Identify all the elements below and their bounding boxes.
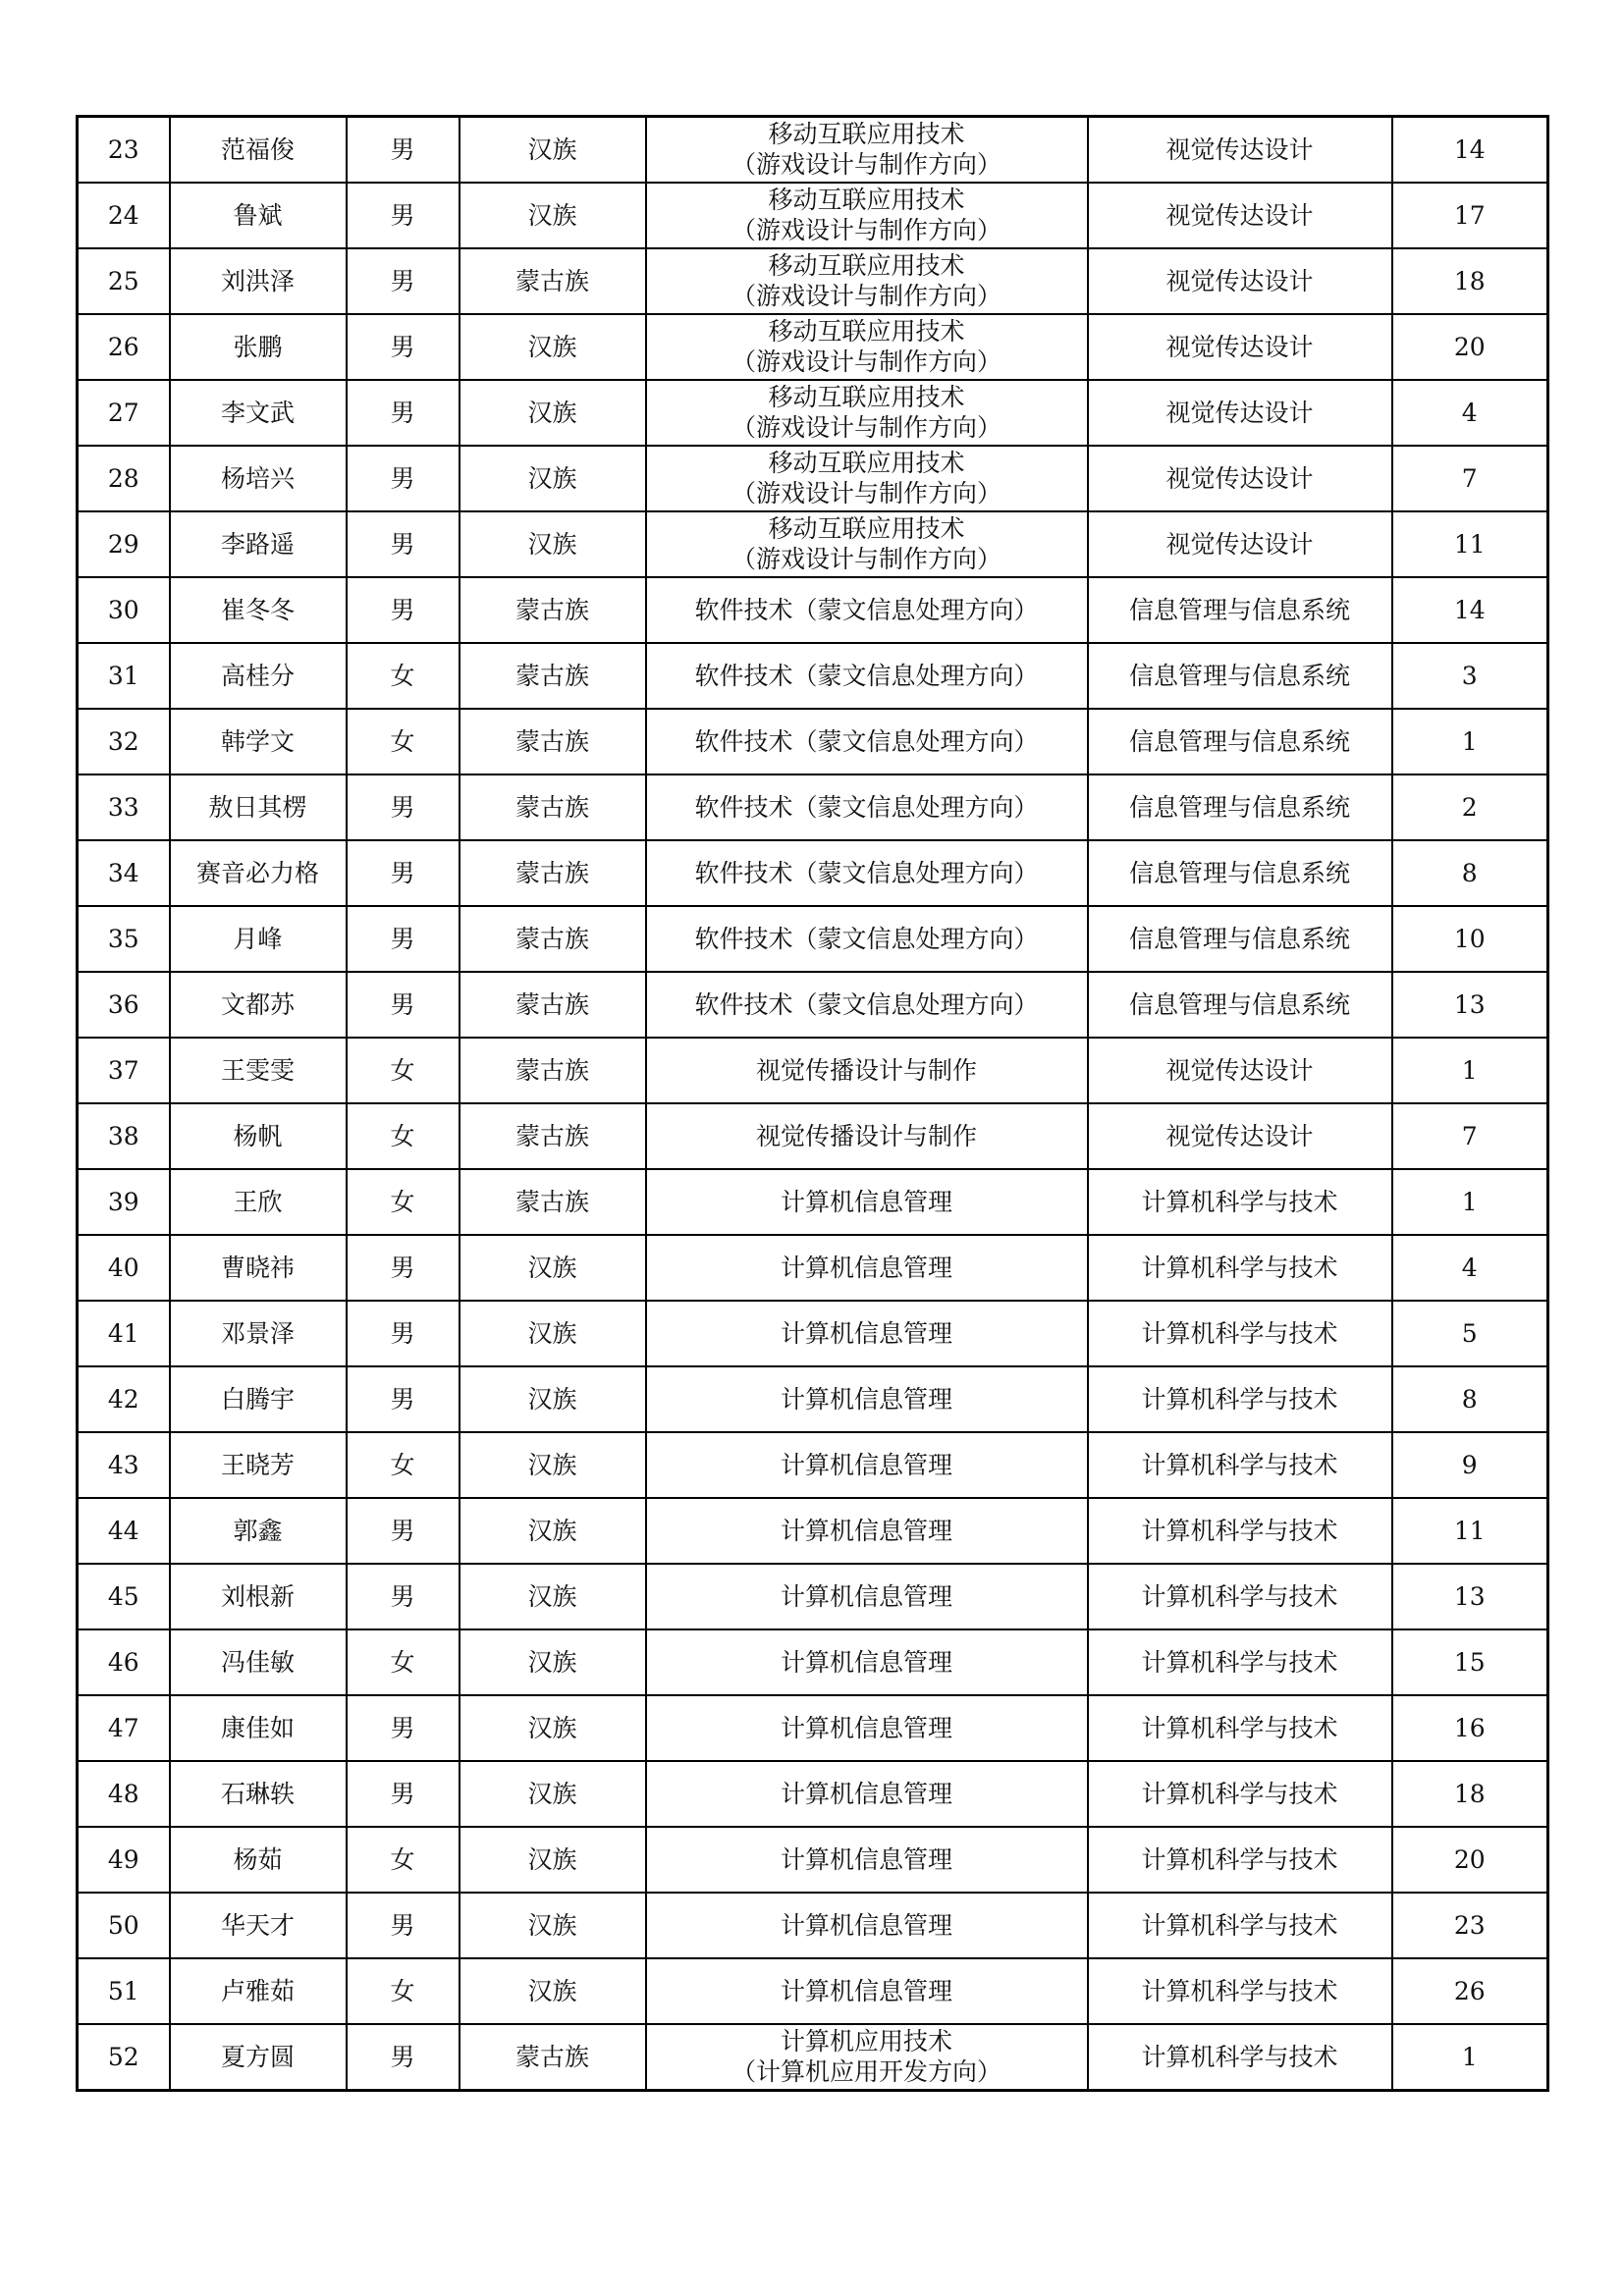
gender-cell: 男 (347, 972, 460, 1038)
row-number-cell: 37 (78, 1038, 170, 1103)
target-major-cell: 信息管理与信息系统 (1088, 972, 1392, 1038)
row-number-cell: 45 (78, 1564, 170, 1629)
ethnicity-cell: 汉族 (460, 1958, 646, 2024)
target-major-cell: 计算机科学与技术 (1088, 1827, 1392, 1893)
student-name-cell: 杨茹 (170, 1827, 347, 1893)
target-major-cell: 视觉传达设计 (1088, 314, 1392, 380)
ethnicity-cell: 汉族 (460, 1629, 646, 1695)
major-name: 软件技术（蒙文信息处理方向） (694, 858, 1039, 887)
current-major-cell (646, 1893, 1088, 1958)
ethnicity-cell: 蒙古族 (460, 2024, 646, 2091)
student-name-cell: 杨培兴 (170, 446, 347, 511)
major-name: 计算机信息管理 (780, 1647, 952, 1677)
table-row (78, 906, 1548, 972)
student-name-cell: 月峰 (170, 906, 347, 972)
major-name: 视觉传播设计与制作 (755, 1121, 977, 1150)
gender-cell: 男 (347, 577, 460, 643)
rank-cell: 4 (1392, 1235, 1548, 1301)
rank-cell: 14 (1392, 577, 1548, 643)
table-row (78, 1827, 1548, 1893)
rank-cell: 7 (1392, 446, 1548, 511)
row-number-cell: 27 (78, 380, 170, 446)
gender-cell: 女 (347, 1629, 460, 1695)
target-major-cell: 信息管理与信息系统 (1088, 643, 1392, 709)
rank-cell: 15 (1392, 1629, 1548, 1695)
rank-cell: 9 (1392, 1432, 1548, 1498)
student-name-cell: 范福俊 (170, 117, 347, 184)
current-major-cell (646, 380, 1088, 446)
major-direction: （游戏设计与制作方向） (731, 413, 1001, 442)
rank-cell: 1 (1392, 1169, 1548, 1235)
row-number-cell: 47 (78, 1695, 170, 1761)
major-direction: （游戏设计与制作方向） (731, 282, 1001, 310)
row-number-cell: 44 (78, 1498, 170, 1564)
table-row (78, 709, 1548, 774)
major-name: 移动互联应用技术 (768, 120, 965, 148)
target-major-cell: 计算机科学与技术 (1088, 1432, 1392, 1498)
student-name-cell: 曹晓祎 (170, 1235, 347, 1301)
student-name-cell: 王欣 (170, 1169, 347, 1235)
ethnicity-cell: 汉族 (460, 1695, 646, 1761)
table-row (78, 1038, 1548, 1103)
ethnicity-cell: 汉族 (460, 511, 646, 577)
rank-cell: 5 (1392, 1301, 1548, 1366)
table-row (78, 380, 1548, 446)
target-major-cell: 视觉传达设计 (1088, 183, 1392, 248)
table-row (78, 1695, 1548, 1761)
row-number-cell: 33 (78, 774, 170, 840)
student-name-cell: 文都苏 (170, 972, 347, 1038)
target-major-cell: 计算机科学与技术 (1088, 1629, 1392, 1695)
gender-cell: 男 (347, 1366, 460, 1432)
row-number-cell: 38 (78, 1103, 170, 1169)
table-row (78, 1958, 1548, 2024)
rank-cell: 13 (1392, 1564, 1548, 1629)
major-name: 计算机信息管理 (780, 1516, 952, 1545)
student-name-cell: 夏方圆 (170, 2024, 347, 2091)
rank-cell: 16 (1392, 1695, 1548, 1761)
target-major-cell: 计算机科学与技术 (1088, 1498, 1392, 1564)
table-row (78, 1235, 1548, 1301)
major-name: 移动互联应用技术 (768, 317, 965, 346)
rank-cell: 20 (1392, 1827, 1548, 1893)
current-major-cell (646, 1103, 1088, 1169)
major-name: 计算机应用技术 (780, 2027, 952, 2056)
student-name-cell: 石琳轶 (170, 1761, 347, 1827)
row-number-cell: 35 (78, 906, 170, 972)
ethnicity-cell: 汉族 (460, 380, 646, 446)
gender-cell: 女 (347, 1103, 460, 1169)
student-roster-table (76, 115, 1549, 2092)
current-major-cell (646, 840, 1088, 906)
target-major-cell: 计算机科学与技术 (1088, 1169, 1392, 1235)
rank-cell: 2 (1392, 774, 1548, 840)
rank-cell: 3 (1392, 643, 1548, 709)
current-major-cell (646, 248, 1088, 314)
gender-cell: 男 (347, 1761, 460, 1827)
major-name: 计算机信息管理 (780, 1384, 952, 1414)
gender-cell: 男 (347, 1235, 460, 1301)
row-number-cell: 41 (78, 1301, 170, 1366)
major-name: 软件技术（蒙文信息处理方向） (694, 595, 1039, 624)
target-major-cell: 计算机科学与技术 (1088, 1695, 1392, 1761)
row-number-cell: 25 (78, 248, 170, 314)
student-name-cell: 康佳如 (170, 1695, 347, 1761)
target-major-cell: 计算机科学与技术 (1088, 1301, 1392, 1366)
rank-cell: 7 (1392, 1103, 1548, 1169)
target-major-cell: 计算机科学与技术 (1088, 1235, 1392, 1301)
student-name-cell: 赛音必力格 (170, 840, 347, 906)
gender-cell: 男 (347, 117, 460, 184)
gender-cell: 男 (347, 314, 460, 380)
rank-cell: 18 (1392, 1761, 1548, 1827)
ethnicity-cell: 汉族 (460, 1366, 646, 1432)
gender-cell: 男 (347, 1564, 460, 1629)
current-major-cell (646, 972, 1088, 1038)
gender-cell: 男 (347, 248, 460, 314)
table-row (78, 1498, 1548, 1564)
major-name: 计算机信息管理 (780, 1976, 952, 2005)
current-major-cell (646, 1695, 1088, 1761)
ethnicity-cell: 蒙古族 (460, 774, 646, 840)
major-name: 计算机信息管理 (780, 1844, 952, 1874)
gender-cell: 女 (347, 1958, 460, 2024)
student-name-cell: 白腾宇 (170, 1366, 347, 1432)
table-row (78, 2024, 1548, 2091)
current-major-cell (646, 117, 1088, 184)
major-direction: （游戏设计与制作方向） (731, 479, 1001, 507)
ethnicity-cell: 蒙古族 (460, 248, 646, 314)
target-major-cell: 视觉传达设计 (1088, 446, 1392, 511)
major-name: 软件技术（蒙文信息处理方向） (694, 661, 1039, 690)
gender-cell: 男 (347, 1498, 460, 1564)
current-major-cell (646, 709, 1088, 774)
rank-cell: 17 (1392, 183, 1548, 248)
table-row (78, 643, 1548, 709)
target-major-cell: 计算机科学与技术 (1088, 1366, 1392, 1432)
major-direction: （游戏设计与制作方向） (731, 347, 1001, 376)
target-major-cell: 信息管理与信息系统 (1088, 906, 1392, 972)
ethnicity-cell: 汉族 (460, 1893, 646, 1958)
major-name: 计算机信息管理 (780, 1450, 952, 1479)
major-name: 软件技术（蒙文信息处理方向） (694, 726, 1039, 756)
table-row (78, 774, 1548, 840)
ethnicity-cell: 汉族 (460, 446, 646, 511)
student-name-cell: 韩学文 (170, 709, 347, 774)
ethnicity-cell: 蒙古族 (460, 709, 646, 774)
row-number-cell: 26 (78, 314, 170, 380)
table-row (78, 1629, 1548, 1695)
gender-cell: 男 (347, 1301, 460, 1366)
student-name-cell: 敖日其楞 (170, 774, 347, 840)
major-name: 视觉传播设计与制作 (755, 1055, 977, 1085)
target-major-cell: 视觉传达设计 (1088, 511, 1392, 577)
table-row (78, 1761, 1548, 1827)
ethnicity-cell: 汉族 (460, 1235, 646, 1301)
gender-cell: 男 (347, 1695, 460, 1761)
ethnicity-cell: 蒙古族 (460, 906, 646, 972)
gender-cell: 女 (347, 1038, 460, 1103)
gender-cell: 女 (347, 1827, 460, 1893)
table-row (78, 183, 1548, 248)
row-number-cell: 48 (78, 1761, 170, 1827)
row-number-cell: 31 (78, 643, 170, 709)
major-name: 计算机信息管理 (780, 1253, 952, 1282)
ethnicity-cell: 汉族 (460, 1761, 646, 1827)
row-number-cell: 32 (78, 709, 170, 774)
target-major-cell: 视觉传达设计 (1088, 1038, 1392, 1103)
table-row (78, 1893, 1548, 1958)
table-row (78, 446, 1548, 511)
major-name: 计算机信息管理 (780, 1779, 952, 1808)
target-major-cell: 视觉传达设计 (1088, 380, 1392, 446)
table-row (78, 314, 1548, 380)
ethnicity-cell: 蒙古族 (460, 1169, 646, 1235)
current-major-cell (646, 1564, 1088, 1629)
major-name: 软件技术（蒙文信息处理方向） (694, 989, 1039, 1019)
student-name-cell: 李路遥 (170, 511, 347, 577)
ethnicity-cell: 汉族 (460, 1498, 646, 1564)
current-major-cell (646, 1958, 1088, 2024)
gender-cell: 男 (347, 2024, 460, 2091)
current-major-cell (646, 1366, 1088, 1432)
row-number-cell: 43 (78, 1432, 170, 1498)
student-name-cell: 卢雅茹 (170, 1958, 347, 2024)
row-number-cell: 34 (78, 840, 170, 906)
current-major-cell (646, 446, 1088, 511)
current-major-cell (646, 314, 1088, 380)
ethnicity-cell: 汉族 (460, 1301, 646, 1366)
row-number-cell: 29 (78, 511, 170, 577)
row-number-cell: 39 (78, 1169, 170, 1235)
major-direction: （游戏设计与制作方向） (731, 150, 1001, 179)
rank-cell: 11 (1392, 1498, 1548, 1564)
row-number-cell: 50 (78, 1893, 170, 1958)
student-name-cell: 冯佳敏 (170, 1629, 347, 1695)
major-direction: （游戏设计与制作方向） (731, 216, 1001, 244)
target-major-cell: 信息管理与信息系统 (1088, 577, 1392, 643)
row-number-cell: 23 (78, 117, 170, 184)
table-row (78, 1366, 1548, 1432)
ethnicity-cell: 汉族 (460, 1432, 646, 1498)
table-row (78, 248, 1548, 314)
ethnicity-cell: 汉族 (460, 314, 646, 380)
target-major-cell: 计算机科学与技术 (1088, 1761, 1392, 1827)
current-major-cell (646, 643, 1088, 709)
table-row (78, 1564, 1548, 1629)
rank-cell: 26 (1392, 1958, 1548, 2024)
gender-cell: 女 (347, 643, 460, 709)
document-page (76, 115, 1546, 2092)
major-name: 移动互联应用技术 (768, 514, 965, 543)
student-name-cell: 王晓芳 (170, 1432, 347, 1498)
student-name-cell: 高桂分 (170, 643, 347, 709)
row-number-cell: 49 (78, 1827, 170, 1893)
major-name: 移动互联应用技术 (768, 383, 965, 411)
ethnicity-cell: 蒙古族 (460, 577, 646, 643)
ethnicity-cell: 蒙古族 (460, 840, 646, 906)
student-name-cell: 王雯雯 (170, 1038, 347, 1103)
gender-cell: 男 (347, 840, 460, 906)
row-number-cell: 42 (78, 1366, 170, 1432)
gender-cell: 女 (347, 1169, 460, 1235)
gender-cell: 男 (347, 906, 460, 972)
table-row (78, 1301, 1548, 1366)
gender-cell: 男 (347, 380, 460, 446)
table-row (78, 511, 1548, 577)
major-name: 计算机信息管理 (780, 1318, 952, 1348)
current-major-cell (646, 1432, 1088, 1498)
current-major-cell (646, 774, 1088, 840)
target-major-cell: 信息管理与信息系统 (1088, 709, 1392, 774)
current-major-cell (646, 906, 1088, 972)
row-number-cell: 51 (78, 1958, 170, 2024)
row-number-cell: 30 (78, 577, 170, 643)
gender-cell: 男 (347, 446, 460, 511)
gender-cell: 男 (347, 511, 460, 577)
ethnicity-cell: 蒙古族 (460, 1103, 646, 1169)
major-name: 移动互联应用技术 (768, 449, 965, 477)
rank-cell: 18 (1392, 248, 1548, 314)
major-name: 计算机信息管理 (780, 1187, 952, 1216)
table-row (78, 117, 1548, 184)
rank-cell: 14 (1392, 117, 1548, 184)
target-major-cell: 视觉传达设计 (1088, 248, 1392, 314)
roster-body (78, 117, 1548, 2091)
major-name: 移动互联应用技术 (768, 186, 965, 214)
gender-cell: 男 (347, 1893, 460, 1958)
target-major-cell: 计算机科学与技术 (1088, 1958, 1392, 2024)
ethnicity-cell: 汉族 (460, 1564, 646, 1629)
ethnicity-cell: 蒙古族 (460, 972, 646, 1038)
gender-cell: 男 (347, 774, 460, 840)
student-name-cell: 杨帆 (170, 1103, 347, 1169)
target-major-cell: 信息管理与信息系统 (1088, 774, 1392, 840)
ethnicity-cell: 汉族 (460, 1827, 646, 1893)
major-direction: （游戏设计与制作方向） (731, 545, 1001, 573)
current-major-cell (646, 1827, 1088, 1893)
current-major-cell (646, 1629, 1088, 1695)
target-major-cell: 计算机科学与技术 (1088, 1893, 1392, 1958)
student-name-cell: 张鹏 (170, 314, 347, 380)
student-name-cell: 邓景泽 (170, 1301, 347, 1366)
student-name-cell: 刘洪泽 (170, 248, 347, 314)
gender-cell: 女 (347, 1432, 460, 1498)
target-major-cell: 视觉传达设计 (1088, 1103, 1392, 1169)
rank-cell: 13 (1392, 972, 1548, 1038)
current-major-cell (646, 2024, 1088, 2091)
target-major-cell: 视觉传达设计 (1088, 117, 1392, 184)
table-row (78, 1103, 1548, 1169)
ethnicity-cell: 蒙古族 (460, 1038, 646, 1103)
target-major-cell: 计算机科学与技术 (1088, 1564, 1392, 1629)
major-name: 计算机信息管理 (780, 1581, 952, 1611)
target-major-cell: 信息管理与信息系统 (1088, 840, 1392, 906)
major-direction: （计算机应用开发方向） (731, 2057, 1001, 2086)
row-number-cell: 28 (78, 446, 170, 511)
student-name-cell: 崔冬冬 (170, 577, 347, 643)
ethnicity-cell: 汉族 (460, 117, 646, 184)
table-row (78, 840, 1548, 906)
row-number-cell: 36 (78, 972, 170, 1038)
current-major-cell (646, 1235, 1088, 1301)
row-number-cell: 40 (78, 1235, 170, 1301)
row-number-cell: 24 (78, 183, 170, 248)
rank-cell: 11 (1392, 511, 1548, 577)
major-name: 计算机信息管理 (780, 1713, 952, 1742)
major-name: 软件技术（蒙文信息处理方向） (694, 792, 1039, 822)
ethnicity-cell: 汉族 (460, 183, 646, 248)
current-major-cell (646, 1761, 1088, 1827)
target-major-cell: 计算机科学与技术 (1088, 2024, 1392, 2091)
table-row (78, 1432, 1548, 1498)
rank-cell: 10 (1392, 906, 1548, 972)
table-row (78, 1169, 1548, 1235)
table-row (78, 577, 1548, 643)
table-row (78, 972, 1548, 1038)
gender-cell: 男 (347, 183, 460, 248)
gender-cell: 女 (347, 709, 460, 774)
row-number-cell: 46 (78, 1629, 170, 1695)
current-major-cell (646, 511, 1088, 577)
rank-cell: 1 (1392, 1038, 1548, 1103)
student-name-cell: 李文武 (170, 380, 347, 446)
current-major-cell (646, 183, 1088, 248)
rank-cell: 20 (1392, 314, 1548, 380)
row-number-cell: 52 (78, 2024, 170, 2091)
student-name-cell: 郭鑫 (170, 1498, 347, 1564)
major-name: 计算机信息管理 (780, 1910, 952, 1940)
student-name-cell: 华天才 (170, 1893, 347, 1958)
current-major-cell (646, 577, 1088, 643)
ethnicity-cell: 蒙古族 (460, 643, 646, 709)
major-name: 软件技术（蒙文信息处理方向） (694, 924, 1039, 953)
current-major-cell (646, 1498, 1088, 1564)
student-name-cell: 刘根新 (170, 1564, 347, 1629)
current-major-cell (646, 1038, 1088, 1103)
rank-cell: 23 (1392, 1893, 1548, 1958)
rank-cell: 1 (1392, 2024, 1548, 2091)
student-name-cell: 鲁斌 (170, 183, 347, 248)
rank-cell: 1 (1392, 709, 1548, 774)
current-major-cell (646, 1301, 1088, 1366)
major-name: 移动互联应用技术 (768, 251, 965, 280)
rank-cell: 8 (1392, 840, 1548, 906)
rank-cell: 8 (1392, 1366, 1548, 1432)
current-major-cell (646, 1169, 1088, 1235)
rank-cell: 4 (1392, 380, 1548, 446)
